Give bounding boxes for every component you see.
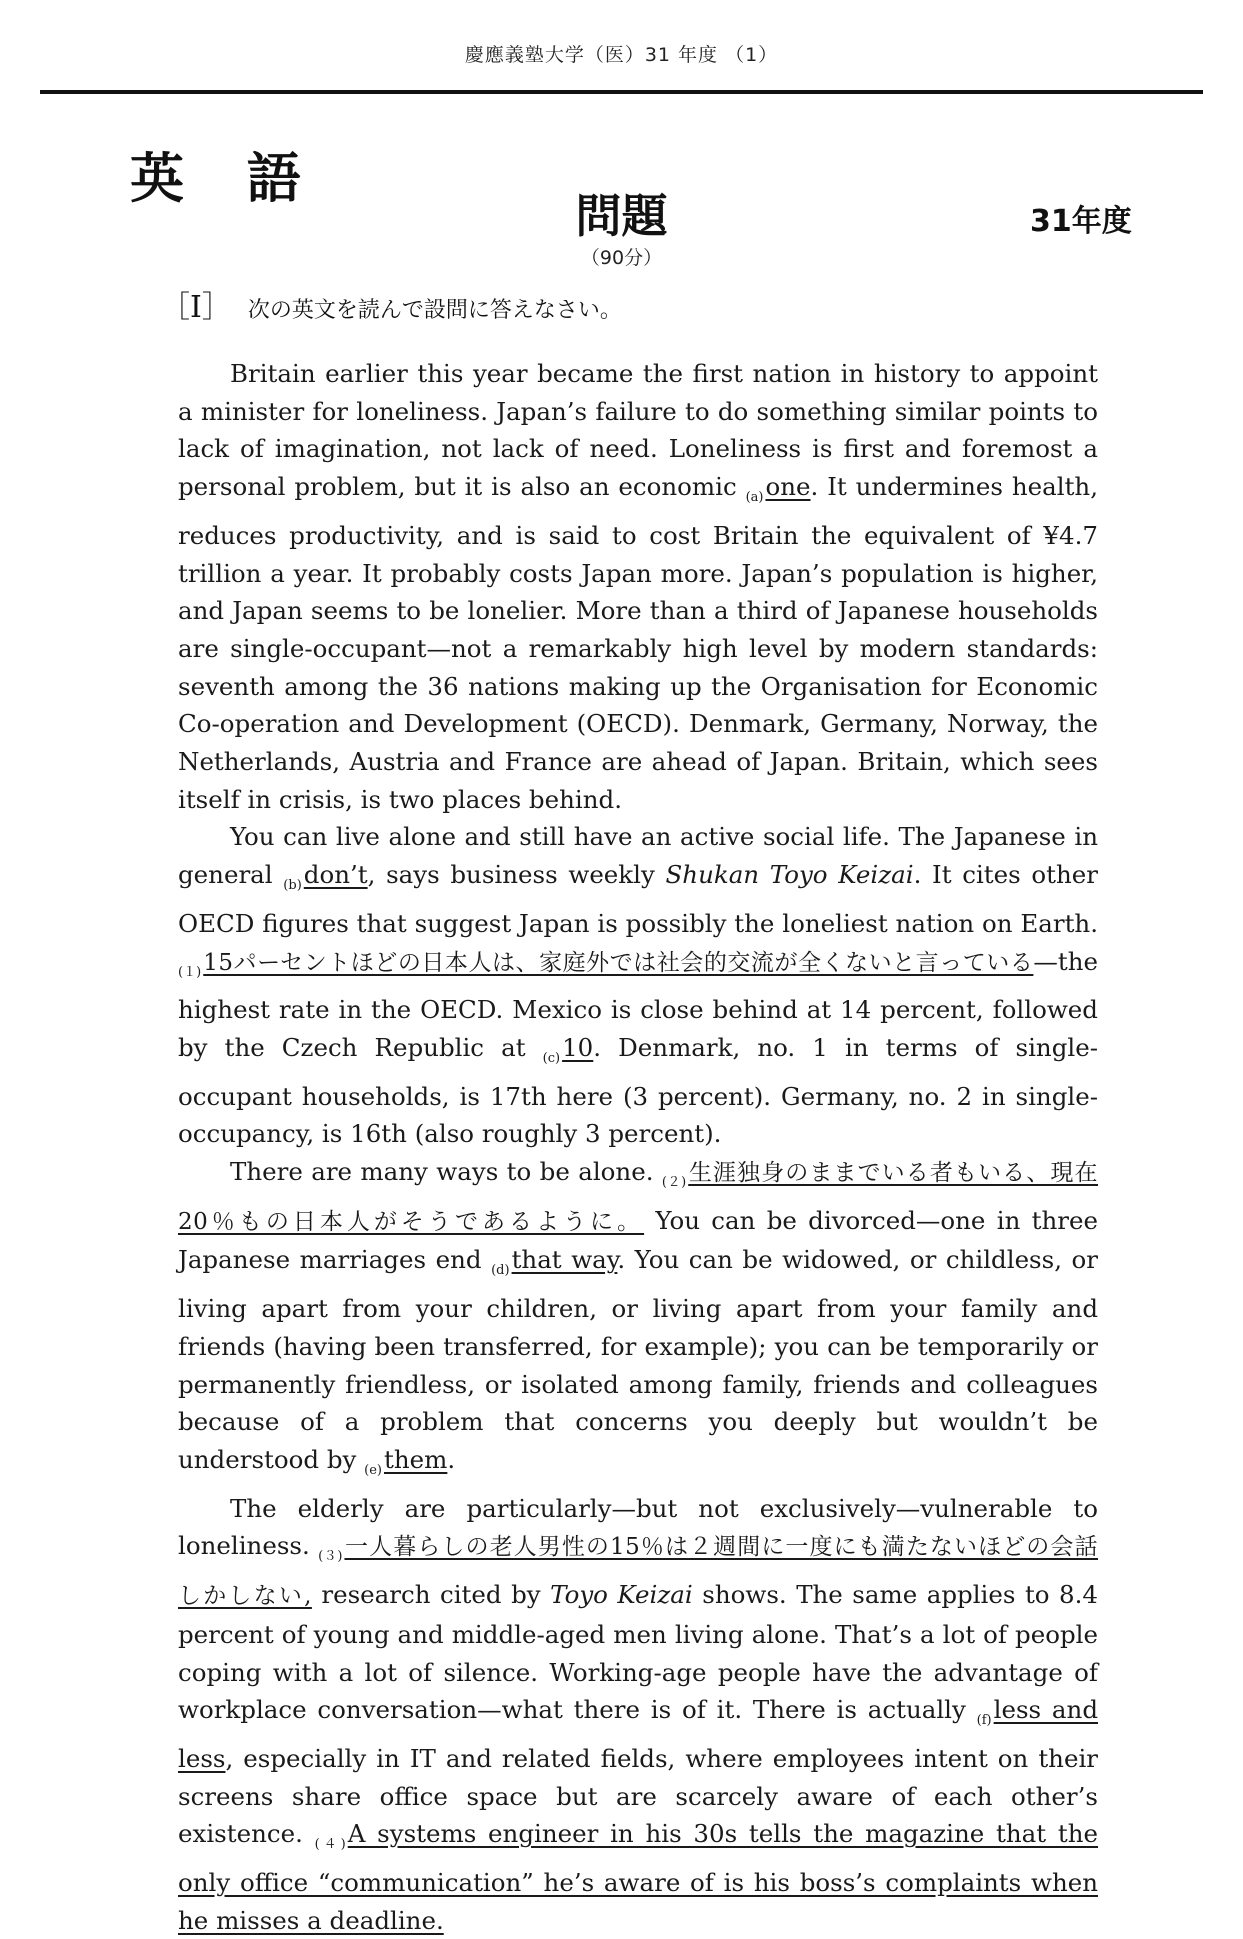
section-instruction: 次の英文を読んで設問に答えなさい。 (247, 298, 622, 323)
paragraph-2 (178, 818, 1098, 1153)
passage-text: . (447, 1444, 456, 1474)
underline-3: 一人暮らしの老人男性の15％は２週間に一度にも満たないほどの会話しかしない, (178, 1534, 1098, 1610)
label-e: (e) (364, 1462, 382, 1478)
underline-c: 10 (562, 1032, 594, 1062)
reading-passage (178, 355, 1098, 1939)
exam-year: 31年度 (1030, 204, 1132, 239)
label-b: (b) (283, 878, 302, 894)
underline-b: don’t (303, 860, 368, 890)
subject-title: 英 語 (130, 147, 323, 210)
passage-text: Britain earlier this year became the first nation in history to appoint a minister for loneliness. Japan’s failure to do something similar points to lack of imagination, not lack of need. Loneliness is first and foremost a personal problem, but it is also an economic (178, 359, 1098, 502)
exam-title: 問題 (575, 189, 668, 243)
underline-d: that way (511, 1245, 618, 1275)
paragraph-3 (178, 1153, 1098, 1490)
label-d: (d) (491, 1263, 510, 1279)
time-limit: （90分） (580, 247, 663, 269)
label-a: (a) (745, 490, 764, 506)
passage-text: You can be divorced—one in three Japanese marriages end (178, 1205, 1098, 1275)
passage-text: The elderly are particularly—but not exclusively—vulnerable to loneliness. (178, 1493, 1098, 1561)
underline-4: A systems engineer in his 30s tells the magazine that the only office “communication” he’s aware of is his boss’s complaints when he misses a deadline. (178, 1819, 1099, 1935)
paragraph-4 (178, 1490, 1098, 1939)
passage-text: research cited by (311, 1580, 551, 1610)
magazine-name: Toyo Keizai (550, 1580, 693, 1610)
passage-text: . You can be widowed, or childless, or living apart from your children, or living apart from your family and friends (having been transferred, for example); you can be temporarily or permanently friendless, or isolated among family, friends and colleagues because of a problem that concerns you deeply but wouldn’t be understood by (178, 1245, 1098, 1474)
passage-text: . Denmark, no. 1 in terms of single-occupant households, is 17th here (3 percent). Germany, no. 2 in single-occupancy, is 16th (also roughly 3 percent). (178, 1032, 1098, 1149)
passage-text: . It undermines health, reduces productivity, and is said to cost Britain the equivalent of ¥4.7 trillion a year. It probably costs Japan more. Japan’s population is higher, and Japan seems to be lonelier. More than a third of Japanese households are single-occupant—not a remarkably high level by modern standards: seventh among the 36 nations making up the Organisation for Economic Co-operation and Development (OECD). Denmark, Germany, Norway, the Netherlands, Austria and France are ahead of Japan. Britain, which sees itself in crisis, is two places behind. (178, 472, 1098, 814)
underline-2: 生涯独身のままでいる者もいる、現在20％もの日本人がそうであるように。 (178, 1160, 1098, 1235)
label-c: (c) (542, 1050, 561, 1066)
underline-e: them (384, 1444, 448, 1474)
passage-text: , says business weekly (367, 860, 666, 890)
page-header: 慶應義塾大学（医）31 年度 （1） (464, 44, 779, 66)
label-1: (１) (178, 964, 202, 980)
underline-a: one (765, 472, 811, 502)
passage-text: , especially in IT and related fields, where employees intent on their screens share office space but are scarcely aware of each other’s existence. (178, 1743, 1098, 1849)
paragraph-1 (178, 355, 1098, 818)
section-mark: ［Ⅰ］ (160, 290, 232, 325)
magazine-name: Shukan Toyo Keizai (665, 860, 914, 890)
passage-text: —the highest rate in the OECD. Mexico is close behind at 14 percent, followed by the Czech Republic at (178, 946, 1098, 1062)
passage-text: shows. The same applies to 8.4 percent of young and middle-aged men living alone. That’s a lot of people coping with a lot of silence. Working-age people have the advantage of workplace conversation—what there is of it. There is actually (178, 1580, 1099, 1725)
underline-1: 15パーセントほどの日本人は、家庭外では社会的交流が全くないと言っている (203, 949, 1034, 976)
underline-f: less and less (178, 1695, 1099, 1773)
passage-text: . It cites other OECD figures that suggest Japan is possibly the loneliest nation on Earth. (178, 860, 1098, 938)
section-heading (160, 282, 622, 326)
passage-text: You can live alone and still have an active social life. The Japanese in general (178, 822, 1098, 890)
label-4: (４) (314, 1837, 346, 1853)
passage-text: There are many ways to be alone. (230, 1157, 662, 1187)
header-rule (40, 90, 1203, 94)
label-2: (２) (661, 1175, 687, 1191)
label-3: (３) (318, 1549, 343, 1565)
label-f: (f) (976, 1713, 992, 1729)
